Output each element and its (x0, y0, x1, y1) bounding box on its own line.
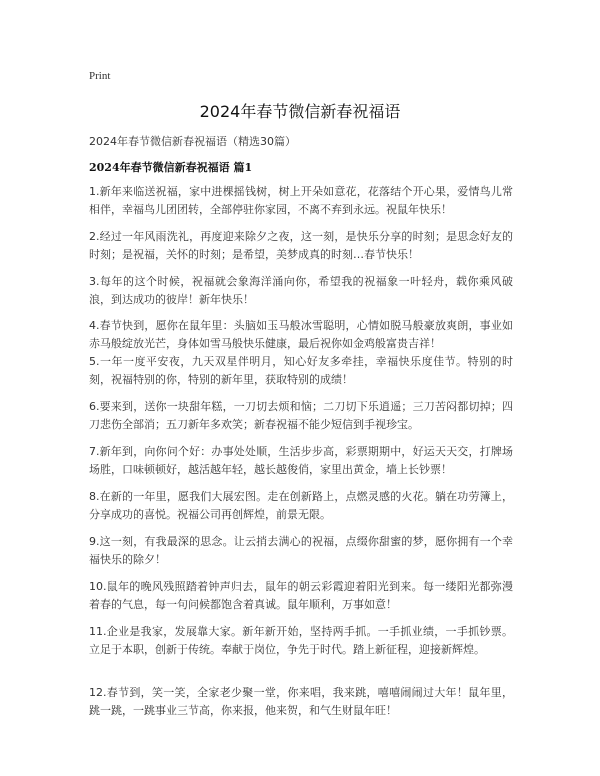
paragraph: 8.在新的一年里，愿我们大展宏图。走在创新路上，点燃灵感的火花。躺在功劳簿上，分享成功的喜悦。祝福公司再创辉煌，前景无限。 (89, 490, 513, 521)
paragraph: 10.鼠年的晚风残照踏着钟声归去，鼠年的朝云彩霞迎着阳光到来。每一缕阳光都弥漫着春的气息，每一句问候都饱含着真诚。鼠年顺利，万事如意！ (89, 580, 513, 611)
paragraph: 1.新年来临送祝福，家中进棵摇钱树，树上开朵如意花，花落结个开心果，爱情鸟儿常相伴，幸福鸟儿团团转，全部停驻你家园，不离不弃到永远。祝鼠年快乐！ (89, 185, 513, 216)
paragraph: 4.春节快到，愿你在鼠年里：头脑如玉马般冰雪聪明，心情如脱马般豪放爽朗，事业如赤马般绽放光芒，身体如雪马般快乐健康，最后祝你如金鸡般富贵吉祥！ (89, 319, 513, 350)
paragraph: 3.每年的这个时候，祝福就会象海洋涌向你，希望我的祝福象一叶轻舟，载你乘风破浪，到达成功的彼岸！新年快乐！ (89, 275, 513, 306)
paragraph: 9.这一刻，有我最深的思念。让云捎去满心的祝福，点缀你甜蜜的梦，愿你拥有一个幸福快乐的除夕！ (89, 535, 513, 566)
paragraph: 7.新年到，向你问个好：办事处处顺，生活步步高，彩票期期中，好运天天交，打牌场场胜，口味顿顿好，越活越年轻，越长越俊俏，家里出黄金，墙上长钞票！ (89, 445, 513, 476)
paragraph: 6.要来到，送你一块甜年糕，一刀切去烦和恼；二刀切下乐逍遥；三刀苦闷都切掉；四刀悲伤全部消；五刀新年多欢笑；新春祝福不能少短信到手视珍宝。 (89, 400, 513, 431)
paragraph: 5.一年一度平安夜，九天双星伴明月，知心好友多牵挂，幸福快乐度佳节。特别的时刻，祝福特别的你，特别的新年里，获取特别的成绩！ (89, 355, 513, 386)
paragraph: 12.春节到，笑一笑，全家老少聚一堂，你来唱，我来跳，嘻嘻闹闹过大年！鼠年里，跳一跳，一跳事业三节高，你来报，他来贺，和气生财鼠年旺！ (89, 686, 513, 717)
print-label[interactable]: Print (89, 70, 111, 82)
paragraph: 11.企业是我家，发展靠大家。新年新开始，坚持两手抓。一手抓业绩，一手抓钞票。立足于本职，创新于传统。奉献于岗位，争先于时代。踏上新征程，迎接新辉煌。 (89, 625, 513, 656)
paragraph: 2.经过一年风雨洗礼，再度迎来除夕之夜，这一刻，是快乐分享的时刻；是思念好友的时刻；是祝福，关怀的时刻；是希望，美梦成真的时刻…春节快乐！ (89, 230, 513, 261)
subtitle: 2024年春节微信新春祝福语（精选30篇） (89, 135, 296, 148)
page-title: 2024年春节微信新春祝福语 (199, 102, 401, 121)
section-heading: 2024年春节微信新春祝福语 篇1 (89, 161, 253, 174)
